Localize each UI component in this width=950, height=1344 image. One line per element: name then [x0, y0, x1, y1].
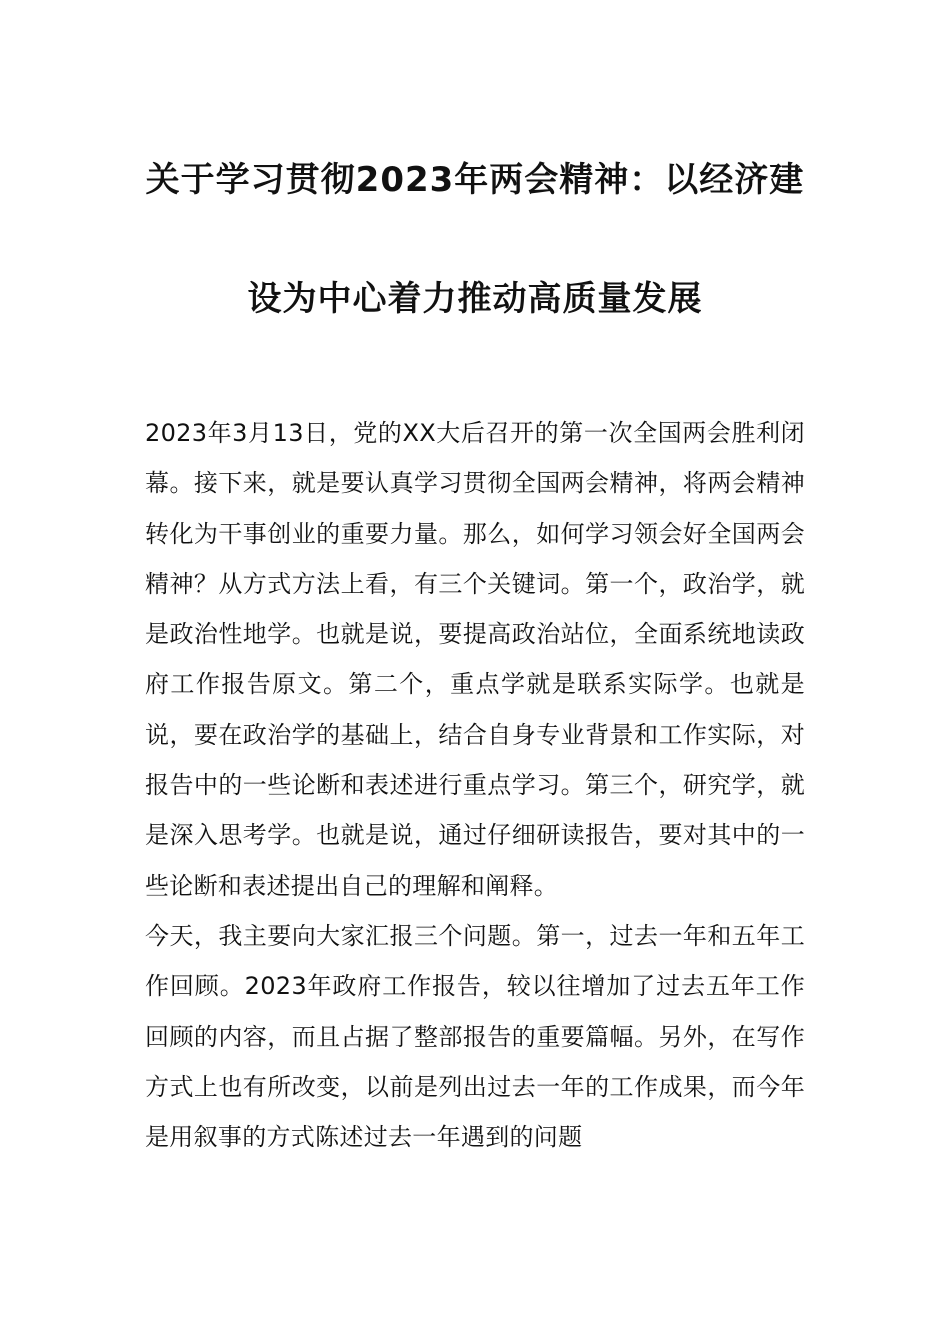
document-title-line-2: 设为中心着力推动高质量发展: [247, 279, 703, 319]
paragraph-1: 2023年3月13日，党的XX大后召开的第一次全国两会胜利闭幕。接下来，就是要认真学习贯彻全国两会精神，将两会精神转化为干事创业的重要力量。那么，如何学习领会好全国两会精神？从方式方法上看，有三个关键词。第一个，政治学，就是政治性地学。也就是说，要提高政治站位，全面系统地读政府工作报告原文。第二个，重点学就是联系实际学。也就是说，要在政治学的基础上，结合自身专业背景和工作实际，对报告中的一些论断和表述进行重点学习。第三个，研究学，就是深入思考学。也就是说，通过仔细研读报告，要对其中的一些论断和表述提出自己的理解和阐释。: [145, 419, 805, 900]
document-title-line-1: 关于学习贯彻2023年两会精神：以经济建: [145, 160, 805, 200]
document-body: [145, 408, 805, 1162]
paragraph-2: 今天，我主要向大家汇报三个问题。第一，过去一年和五年工作回顾。2023年政府工作报告，较以往增加了过去五年工作回顾的内容，而且占据了整部报告的重要篇幅。另外，在写作方式上也有所改变，以前是列出过去一年的工作成果，而今年是用叙事的方式陈述过去一年遇到的问题: [145, 921, 805, 1152]
